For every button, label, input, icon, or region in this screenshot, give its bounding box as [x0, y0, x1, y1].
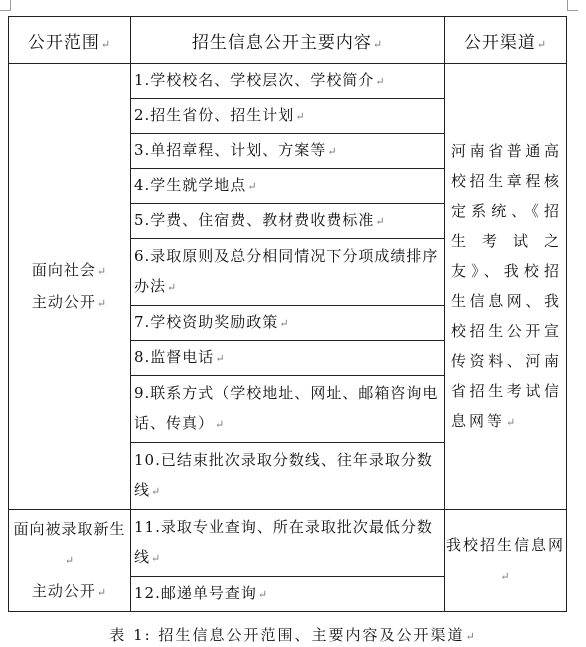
table-row — [9, 64, 567, 99]
content-item: 3.单招章程、计划、方案等↵ — [131, 134, 445, 169]
content-item: 4.学生就学地点↵ — [131, 169, 445, 204]
table-row — [9, 510, 567, 577]
channel-cell-public: 河南省普通高校招生章程核定系统、《招生考试之友》、我校招生信息网、我校招生公开宣传资料、河南省招生考试信息网等↵ — [445, 64, 567, 510]
scope-cell-admitted: 面向被录取新生↵ 主动公开↵ — [9, 510, 131, 612]
header-channel: 公开渠道↵ — [445, 17, 567, 64]
content-item: 8.监督电话↵ — [131, 341, 445, 376]
content-item: 12.邮递单号查询↵ — [131, 577, 445, 612]
admission-info-table — [8, 16, 567, 612]
margin-corner-mark-right — [567, 0, 578, 11]
content-item: 7.学校资助奖励政策↵ — [131, 306, 445, 341]
content-item: 5.学费、住宿费、教材费收费标准↵ — [131, 204, 445, 239]
content-item: 9.联系方式（学校地址、网址、邮箱咨询电话、传真）↵ — [131, 376, 445, 443]
content-item: 11.录取专业查询、所在录取批次最低分数线↵ — [131, 510, 445, 577]
table-header-row — [9, 17, 567, 64]
header-scope: 公开范围↵ — [9, 17, 131, 64]
content-item: 6.录取原则及总分相同情况下分项成绩排序办法↵ — [131, 239, 445, 306]
margin-corner-mark-left — [0, 0, 11, 11]
scope-cell-public: 面向社会↵ 主动公开↵ — [9, 64, 131, 510]
header-content: 招生信息公开主要内容↵ — [131, 17, 445, 64]
channel-cell-admitted: 我校招生信息网↵ — [445, 510, 567, 612]
content-item: 10.已结束批次录取分数线、往年录取分数线↵ — [131, 443, 445, 510]
table-caption: 表 1: 招生信息公开范围、主要内容及公开渠道↵ — [109, 626, 477, 644]
content-item: 1.学校校名、学校层次、学校简介↵ — [131, 64, 445, 99]
content-item: 2.招生省份、招生计划↵ — [131, 99, 445, 134]
